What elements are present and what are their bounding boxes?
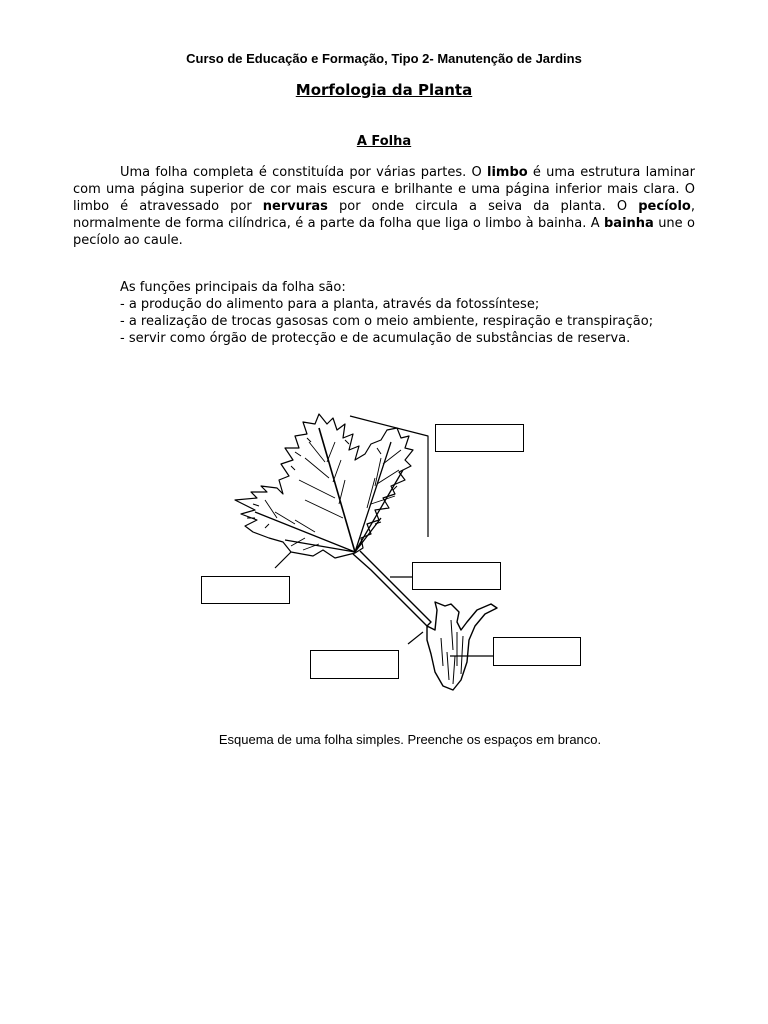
label-box-stem[interactable] xyxy=(310,650,399,679)
label-box-petiole[interactable] xyxy=(412,562,501,590)
functions-heading: As funções principais da folha são: xyxy=(120,280,346,295)
functions-list xyxy=(120,279,720,347)
term-peciolo: pecíolo xyxy=(638,199,691,214)
intro-text-2: é uma estrutura laminar com uma página superior de cor mais escura e brilhante e uma página inferior mais clara. O limbo é atravessado por xyxy=(73,165,695,214)
secondary-vein xyxy=(265,442,401,550)
function-item: - a realização de trocas gasosas com o meio ambiente, respiração e transpiração; xyxy=(120,314,654,329)
function-item: - servir como órgão de protecção e de acumulação de substâncias de reserva. xyxy=(120,331,631,346)
section-title: A Folha xyxy=(356,134,412,149)
course-header: Curso de Educação e Formação, Tipo 2- Manutenção de Jardins xyxy=(186,51,582,66)
leaf-blade xyxy=(235,414,413,558)
label-box-blade[interactable] xyxy=(435,424,524,452)
intro-text-5: une o pecíolo ao caule. xyxy=(73,216,695,248)
sheath-shading xyxy=(441,620,463,684)
term-limbo: limbo xyxy=(486,165,528,180)
intro-text-3: por onde circula a seiva da planta. O xyxy=(327,199,639,214)
leader-line xyxy=(275,552,291,568)
label-box-vein[interactable] xyxy=(201,576,290,604)
leaf-serration xyxy=(247,438,397,528)
intro-text-1: Uma folha completa é constituída por várias partes. O xyxy=(120,165,487,180)
label-box-sheath[interactable] xyxy=(493,637,581,666)
term-bainha: bainha xyxy=(604,216,654,231)
page-title: Morfologia da Planta xyxy=(295,81,473,99)
term-nervuras: nervuras xyxy=(262,199,328,214)
intro-text-4: , normalmente de forma cilíndrica, é a parte da folha que liga o limbo à bainha. A xyxy=(73,199,695,231)
figure-caption: Esquema de uma folha simples. Preenche os espaços em branco. xyxy=(218,732,602,747)
leaf-diagram xyxy=(195,400,595,720)
intro-paragraph xyxy=(73,164,695,249)
leader-line xyxy=(408,632,423,644)
function-item: - a produção do alimento para a planta, através da fotossíntese; xyxy=(120,297,540,312)
